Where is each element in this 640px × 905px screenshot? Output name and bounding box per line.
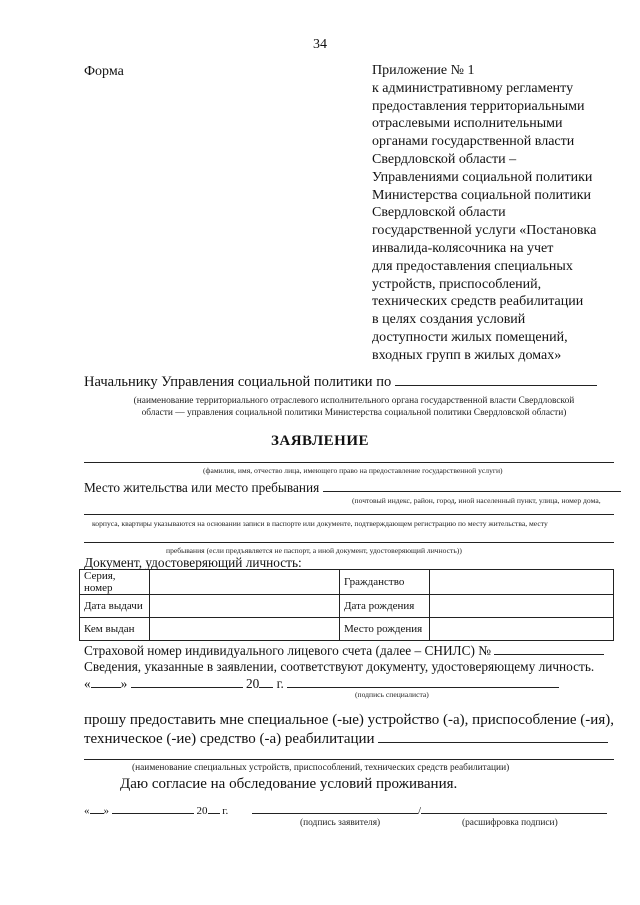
addressee-caption-line: (наименование территориального отраслевого исполнительного органа государственной власти Свердловской bbox=[133, 396, 575, 406]
quote-open: « bbox=[84, 676, 91, 691]
appendix-line: Министерства социальной политики bbox=[372, 187, 592, 203]
snils-field[interactable] bbox=[494, 654, 604, 655]
table-row bbox=[80, 618, 614, 641]
consent-text: Даю согласие на обследование условий проживания. bbox=[120, 776, 458, 792]
appendix-line: органами государственной власти bbox=[372, 134, 575, 150]
appendix-line: к административному регламенту bbox=[372, 80, 574, 96]
appendix-line: инвалида-колясочника на учет bbox=[372, 240, 554, 256]
request-text: техническое (-ие) средство (-а) реабилитации bbox=[84, 731, 375, 747]
match-text: Сведения, указанные в заявлении, соответствуют документу, удостоверяющему личность. bbox=[84, 659, 595, 674]
appendix-line: доступности жилых помещений, bbox=[372, 329, 568, 345]
request-line-1: прошу предоставить мне специальное (-ые) устройство (-а), приспособление (-ия), bbox=[84, 712, 614, 728]
residence-line bbox=[84, 480, 621, 496]
year-field[interactable] bbox=[259, 687, 273, 688]
appendix-line: устройств, приспособлений, bbox=[372, 276, 542, 292]
signature-decoding-field[interactable] bbox=[421, 813, 607, 814]
day-field[interactable] bbox=[90, 813, 104, 814]
device-field-2[interactable] bbox=[84, 759, 614, 760]
table-cell-label: Гражданство bbox=[340, 570, 430, 595]
applicant-signature-line bbox=[252, 805, 607, 817]
table-cell-label: Место рождения bbox=[340, 618, 430, 641]
page-number: 34 bbox=[313, 37, 327, 52]
table-cell-value[interactable] bbox=[150, 618, 340, 641]
appendix-line: Приложение № 1 bbox=[372, 63, 475, 78]
residence-label: Место жительства или место пребывания bbox=[84, 480, 320, 495]
residence-field[interactable] bbox=[323, 491, 621, 492]
applicant-signature-caption: (подпись заявителя) bbox=[300, 818, 381, 828]
specialist-signature-field[interactable] bbox=[287, 687, 559, 688]
addressee-line bbox=[84, 374, 597, 391]
year-prefix: 20 bbox=[196, 805, 208, 817]
identity-label: Документ, удостоверяющий личность: bbox=[84, 555, 302, 570]
identity-table bbox=[79, 569, 614, 641]
specialist-signature-caption: (подпись специалиста) bbox=[355, 690, 429, 699]
snils-line bbox=[84, 643, 604, 659]
quote-open: « bbox=[84, 805, 90, 817]
appendix-line: Управлениями социальной политики bbox=[372, 169, 593, 185]
addressee-field[interactable] bbox=[395, 385, 597, 386]
form-label: Форма bbox=[84, 64, 124, 79]
page-title: ЗАЯВЛЕНИЕ bbox=[270, 433, 370, 449]
table-cell-value[interactable] bbox=[430, 595, 614, 618]
date-row-specialist bbox=[84, 676, 559, 692]
table-cell-value[interactable] bbox=[150, 570, 340, 595]
device-field[interactable] bbox=[378, 742, 608, 743]
table-row bbox=[80, 595, 614, 618]
month-field[interactable] bbox=[112, 813, 194, 814]
appendix-line: отраслевыми исполнительными bbox=[372, 116, 563, 132]
residence-field-2[interactable] bbox=[84, 514, 614, 515]
date-row-applicant bbox=[84, 805, 228, 817]
addressee-caption bbox=[84, 395, 624, 419]
snils-label: Страховой номер индивидуального лицевого счета (далее – СНИЛС) № bbox=[84, 643, 491, 658]
day-field[interactable] bbox=[91, 687, 121, 688]
table-cell-value[interactable] bbox=[430, 570, 614, 595]
appendix-block bbox=[372, 62, 596, 365]
year-suffix: г. bbox=[276, 676, 284, 691]
appendix-line: Свердловской области – bbox=[372, 151, 517, 167]
residence-caption: (почтовый индекс, район, город, иной населенный пункт, улица, номер дома, bbox=[352, 496, 601, 505]
appendix-line: государственной услуги «Постановка bbox=[372, 223, 597, 239]
table-cell-label: Дата рождения bbox=[340, 595, 430, 618]
applicant-signature-field[interactable] bbox=[252, 813, 418, 814]
table-row bbox=[80, 570, 614, 595]
year-prefix: 20 bbox=[245, 676, 260, 691]
addressee-caption-line: области — управления социальной политики Министерства социальной политики Свердловской области) bbox=[141, 408, 567, 418]
residence-field-3[interactable] bbox=[84, 542, 614, 543]
fio-caption: (фамилия, имя, отчество лица, имеющего право на предоставление государственной услуги) bbox=[203, 466, 503, 475]
appendix-line: Свердловской области bbox=[372, 205, 506, 221]
quote-close: » bbox=[120, 676, 128, 691]
residence-caption: корпуса, квартиры указываются на основании записи в паспорте или документе, подтверждающем регистрацию по месту жительства, месту bbox=[92, 519, 548, 528]
addressee-text: Начальнику Управления социальной политики по bbox=[84, 374, 392, 390]
table-cell-label: Серия, номер bbox=[80, 570, 150, 595]
request-line-2 bbox=[84, 731, 608, 748]
table-cell-label: Дата выдачи bbox=[80, 595, 150, 618]
year-field[interactable] bbox=[208, 813, 220, 814]
year-suffix: г. bbox=[222, 805, 229, 817]
residence-caption: пребывания (если предъявляется не паспорт, а иной документ, удостоверяющий личность)) bbox=[166, 546, 462, 555]
table-cell-value[interactable] bbox=[150, 595, 340, 618]
table-cell-label: Кем выдан bbox=[80, 618, 150, 641]
signature-decoding-caption: (расшифровка подписи) bbox=[462, 818, 558, 828]
appendix-line: предоставления территориальными bbox=[372, 98, 585, 114]
fio-field[interactable] bbox=[84, 462, 614, 463]
slash: / bbox=[418, 805, 422, 817]
appendix-line: для предоставления специальных bbox=[372, 258, 573, 274]
appendix-line: технических средств реабилитации bbox=[372, 294, 584, 310]
appendix-line: в целях создания условий bbox=[372, 312, 526, 328]
device-caption: (наименование специальных устройств, приспособлений, технических средств реабилитации) bbox=[132, 763, 510, 773]
table-cell-value[interactable] bbox=[430, 618, 614, 641]
month-field[interactable] bbox=[131, 687, 243, 688]
quote-close: » bbox=[103, 805, 109, 817]
appendix-line: входных групп в жилых домах» bbox=[372, 347, 562, 363]
